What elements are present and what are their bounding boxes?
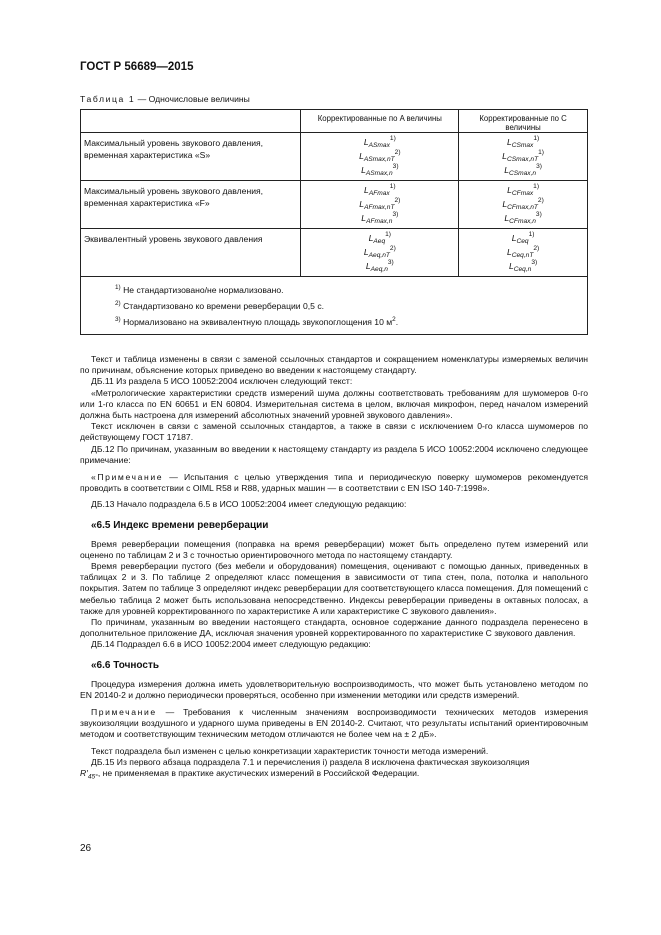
footnote: $^{2)}$ Стандартизовано ко времени реверберации 0,5 с. bbox=[115, 300, 325, 311]
column-header-a: Корректированные по A величины bbox=[301, 110, 459, 133]
table-row bbox=[81, 181, 588, 229]
note-label: Примечание bbox=[91, 706, 157, 717]
symbol-r45: $R'_{45^\circ}$ bbox=[80, 768, 98, 781]
paragraph: ДБ.11 Из раздела 5 ИСО 10052:2004 исключен следующий текст: bbox=[91, 376, 353, 387]
a-weighted-symbols bbox=[301, 181, 459, 229]
footnote-text: Стандартизовано ко времени реверберации 0,5 с. bbox=[123, 301, 325, 311]
note-label: «Примечание bbox=[91, 471, 164, 482]
footnote-text: Не стандартизовано/не нормализовано. bbox=[123, 285, 284, 295]
paragraph: Текст и таблица изменены в связи с заменой ссылочных стандартов и сокращением номенклатуры измеряемых величин по причинам, объяснение которых приведено во введении к настоящему стандарту. bbox=[80, 354, 588, 376]
table-notes-row bbox=[81, 277, 588, 335]
column-header-c: Корректированные по C величины bbox=[459, 110, 588, 133]
a-weighted-symbols bbox=[301, 133, 459, 181]
table-row bbox=[81, 229, 588, 277]
symbol-lafmax: $L_{AFmax}^{1)}$ bbox=[364, 183, 396, 197]
symbol-lafmax-nt: $L_{AFmax,nT}^{2)}$ bbox=[359, 197, 401, 211]
symbol-lasmax: $L_{ASmax}^{1)}$ bbox=[363, 135, 396, 149]
paragraph-tail: , не применяемая в практике акустических измерений в Российской Федерации. bbox=[97, 768, 420, 779]
symbol-lcsmax-n: $L_{CSmax,n}^{3)}$ bbox=[504, 163, 542, 177]
row-label: Максимальный уровень звукового давления, временная характеристика «F» bbox=[81, 181, 301, 229]
section-heading: «6.6 Точность bbox=[91, 659, 160, 671]
note-paragraph bbox=[80, 472, 588, 494]
paragraph: Текст подраздела был изменен с целью конкретизации характеристик точности метода измерений. bbox=[91, 745, 489, 756]
footnote-text: Нормализовано на эквивалентную площадь звукопоглощения 10 м bbox=[123, 317, 393, 327]
table-caption-number: Таблица 1 bbox=[80, 94, 136, 104]
a-weighted-symbols bbox=[301, 229, 459, 277]
c-weighted-symbols bbox=[459, 133, 588, 181]
paragraph: ДБ.15 Из первого абзаца подраздела 7.1 и перечисления i) раздела 8 исключена фактическая звукоизоляция bbox=[91, 756, 530, 767]
c-weighted-symbols bbox=[459, 229, 588, 277]
table-footnotes bbox=[81, 277, 588, 335]
paragraph: ДБ.12 По причинам, указанным во введении к настоящему стандарту из раздела 5 ИСО 10052:2004 исключено следующее примечание: bbox=[80, 443, 588, 465]
symbol-lcfmax-n: $L_{CFmax,n}^{3)}$ bbox=[504, 211, 542, 225]
document-body bbox=[80, 354, 588, 783]
paragraph: Процедура измерения должна иметь удовлетворительную воспроизводимость, что может быть установлено методом по EN 20140-2 и должно периодически проверяться, особенно при изменении методики или средств измерений. bbox=[80, 678, 588, 700]
symbol-lceq-n: $L_{Ceq,n}^{3)}$ bbox=[508, 259, 538, 273]
row-label: Максимальный уровень звукового давления, временная характеристика «S» bbox=[81, 133, 301, 181]
symbol-laeq: $L_{Aeq}^{1)}$ bbox=[368, 231, 392, 245]
document-header: ГОСТ Р 56689—2015 bbox=[80, 61, 194, 73]
symbol-lasmax-nt: $L_{ASmax,nT}^{2)}$ bbox=[359, 149, 401, 163]
row-label: Эквивалентный уровень звукового давления bbox=[81, 229, 301, 277]
paragraph: ДБ.14 Подраздел 6.6 в ИСО 10052:2004 имеет следующую редакцию: bbox=[91, 639, 371, 650]
section-heading: «6.5 Индекс времени реверберации bbox=[91, 519, 269, 531]
paragraph: «Метрологические характеристики средств измерений шума должны соответствовать требованиям для шумомеров 0-го или 1-го класса по EN 60651 и EN 60804. Измерительная система в целом, включая микрофон, перед началом измерений должна быть настроена для измерений абсолютных значений уровней звукового давления». bbox=[80, 387, 588, 421]
paragraph-continuation bbox=[80, 768, 588, 783]
table-caption-title: — Одночисловые величины bbox=[135, 94, 250, 104]
symbol-lasmax-n: $L_{ASmax,n}^{3)}$ bbox=[361, 163, 399, 177]
footnote: $^{3)}$ Нормализовано на эквивалентную площадь звукопоглощения 10 $м^2$. bbox=[115, 316, 399, 327]
symbol-lcfmax-nt: $L_{CFmax,nT}^{2)}$ bbox=[502, 197, 544, 211]
symbol-lafmax-n: $L_{AFmax,n}^{3)}$ bbox=[361, 211, 399, 225]
table-header-empty bbox=[81, 110, 301, 133]
note-paragraph bbox=[80, 707, 588, 741]
paragraph: ДБ.13 Начало подраздела 6.5 в ИСО 10052:2004 имеет следующую редакцию: bbox=[91, 499, 407, 510]
symbol-laeq-nt: $L_{Aeq,nT}^{2)}$ bbox=[363, 245, 396, 259]
c-weighted-symbols bbox=[459, 181, 588, 229]
symbol-lcsmax-nt: $L_{CSmax,nT}^{1)}$ bbox=[502, 149, 544, 163]
symbol-lceq: $L_{Ceq}^{1)}$ bbox=[511, 231, 535, 245]
symbol-lceq-nt: $L_{Ceq,nT}^{2)}$ bbox=[506, 245, 540, 259]
symbol-lcsmax: $L_{CSmax}^{1)}$ bbox=[506, 135, 540, 149]
single-number-quantities-table bbox=[80, 109, 588, 335]
page-number: 26 bbox=[80, 843, 92, 854]
footnote: $^{1)}$ Не стандартизовано/не нормализовано. bbox=[115, 284, 284, 295]
table-header-row bbox=[81, 110, 588, 133]
paragraph: Время реверберации помещения (поправка на время реверберации) может быть определено путем измерений или оценено по таблицам 2 и 3 с точностью ориентировочного метода по настоящему стандарту. bbox=[80, 538, 588, 560]
table-caption bbox=[80, 94, 250, 104]
paragraph: Текст исключен в связи с заменой ссылочных стандартов, а также в связи с исключением 0-го класса шумомеров по действующему ГОСТ 17187. bbox=[80, 421, 588, 443]
symbol-laeq-n: $L_{Aeq,n}^{3)}$ bbox=[365, 259, 394, 273]
paragraph: По причинам, указанным во введении настоящего стандарта, основное содержание данного подраздела перенесено в дополнительное приложение ДА, исключая значения уровней корректированного по характеристике C звукового давления. bbox=[80, 617, 588, 639]
paragraph: Время реверберации пустого (без мебели и оборудования) помещения, оценивают с помощью данных, приведенных в таблицах 2 и 3. По таблице 2 определяют класс помещения в зависимости от типа стен, пола, потолка и напольного покрытия. Затем по таблице 3 определяют индекс реверберации для соответствующего класса помещения. Для помещений с мебелью таблица 2 может быть использована непосредственно. Индексы реверберации приведены в октавных полосах, а также для уровней корректированного по характеристике A или характеристике C звукового давления». bbox=[80, 561, 588, 616]
table-row bbox=[81, 133, 588, 181]
note-text: — Испытания с целью утверждения типа и периодическую поверку шумомеров рекомендуется проводить в соответствии с OIML R58 и R88, ударных машин — в соответствии с EN ISO 140-7:1998». bbox=[80, 471, 588, 493]
symbol-lcfmax: $L_{CFmax}^{1)}$ bbox=[507, 183, 540, 197]
note-text: — Требования к численным значениям воспроизводимости технических методов измерения звукоизоляции воздушного и ударного шума приведены в EN 20140-2. Считают, что результаты испытаний ориентировочным методом и соответствующим техническим методом отличаются не более чем на ± 2 дБ». bbox=[80, 706, 588, 739]
